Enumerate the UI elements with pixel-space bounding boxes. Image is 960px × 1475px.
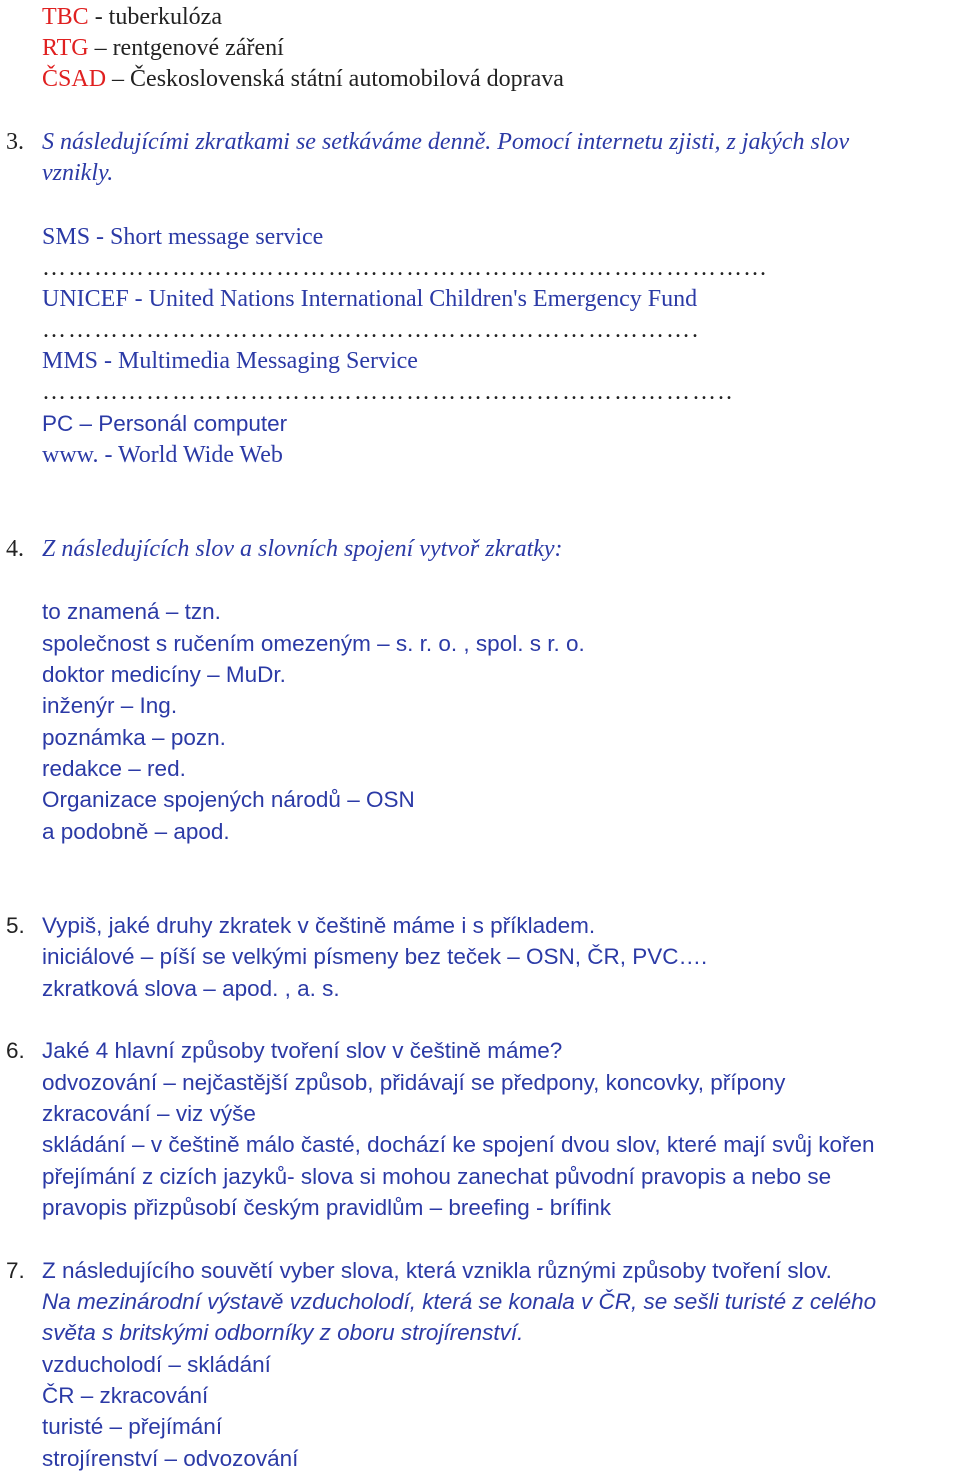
task5-answer-2: zkratková slova – apod. , a. s.: [42, 976, 340, 1001]
task7-number: 7.: [6, 1258, 25, 1283]
task6-question: Jaké 4 hlavní způsoby tvoření slov v češtině máme?: [42, 1038, 563, 1063]
task5-question: Vypiš, jaké druhy zkratek v češtině máme i s příkladem.: [42, 913, 596, 938]
task5-answer-1: iniciálové – píší se velkými písmeny bez teček – OSN, ČR, PVC….: [42, 944, 708, 969]
task6-answer-5: pravopis přizpůsobí českým pravidlům – breefing - brífink: [42, 1195, 611, 1220]
task4-answer-7: Organizace spojených národů – OSN: [42, 787, 415, 812]
task7-sentence-line2: světa s britskými odborníky z oboru strojírenství.: [42, 1320, 524, 1345]
task4-question: Z následujících slov a slovních spojení vytvoř zkratky:: [42, 536, 563, 562]
task3-answer-pc: PC – Personál computer: [42, 411, 288, 436]
task5-number: 5.: [6, 913, 25, 938]
task6-answer-1: odvozování – nejčastější způsob, přidávají se předpony, koncovky, přípony: [42, 1070, 786, 1095]
abbr-csad-expansion: – Československá státní automobilová doprava: [106, 66, 564, 92]
task4-answer-2: společnost s ručením omezeným – s. r. o. , spol. s r. o.: [42, 631, 585, 656]
task3-number: 3.: [6, 129, 24, 155]
task6-answer-2: zkracování – viz výše: [42, 1101, 256, 1126]
task3-blank-line-2: ………………………………………………………………….: [42, 317, 700, 343]
abbr-tbc-expansion: - tuberkulóza: [88, 4, 222, 30]
abbr-line-rtg: [42, 34, 284, 62]
task7-answer-1: vzducholodí – skládání: [42, 1352, 271, 1377]
task3-answer-sms: SMS - Short message service: [42, 224, 324, 250]
task7-question: Z následujícího souvětí vyber slova, která vznikla různými způsoby tvoření slov.: [42, 1258, 832, 1283]
task6-answer-3: skládání – v češtině málo časté, dochází ke spojení dvou slov, které mají svůj kořen: [42, 1132, 875, 1157]
task4-answer-4: inženýr – Ing.: [42, 693, 178, 718]
task3-answer-www: www. - World Wide Web: [42, 442, 283, 468]
task3-question-line1: S následujícími zkratkami se setkáváme denně. Pomocí internetu zjisti, z jakých slov: [42, 129, 850, 155]
task4-answer-5: poznámka – pozn.: [42, 725, 226, 750]
task3-blank-line-3: ……………………………………………………………………..: [42, 379, 734, 405]
task7-answer-3: turisté – přejímání: [42, 1414, 223, 1439]
task3-answer-unicef: UNICEF - United Nations International Children's Emergency Fund: [42, 286, 698, 312]
abbr-line-csad: [42, 65, 564, 93]
task4-answer-8: a podobně – apod.: [42, 819, 230, 844]
task3-answer-mms: MMS - Multimedia Messaging Service: [42, 348, 418, 374]
abbr-rtg: RTG: [42, 35, 89, 61]
task4-answer-1: to znamená – tzn.: [42, 599, 221, 624]
abbr-line-tbc: [42, 3, 222, 31]
task7-answer-4: strojírenství – odvozování: [42, 1446, 299, 1471]
abbr-tbc: TBC: [42, 4, 89, 30]
task7-sentence-line1: Na mezinárodní výstavě vzducholodí, která se konala v ČR, se sešli turisté z celého: [42, 1289, 877, 1314]
task6-answer-4: přejímání z cizích jazyků- slova si mohou zanechat původní pravopis a nebo se: [42, 1164, 832, 1189]
task4-number: 4.: [6, 536, 24, 562]
task6-number: 6.: [6, 1038, 25, 1063]
task4-answer-3: doktor medicíny – MuDr.: [42, 662, 286, 687]
task4-answer-6: redakce – red.: [42, 756, 186, 781]
abbr-csad: ČSAD: [42, 66, 107, 92]
task7-answer-2: ČR – zkracování: [42, 1383, 209, 1408]
abbr-rtg-expansion: – rentgenové záření: [88, 35, 284, 61]
task3-blank-line-1: ………………………………………………………………………...: [42, 255, 768, 281]
task3-question-line2: vznikly.: [42, 160, 114, 186]
